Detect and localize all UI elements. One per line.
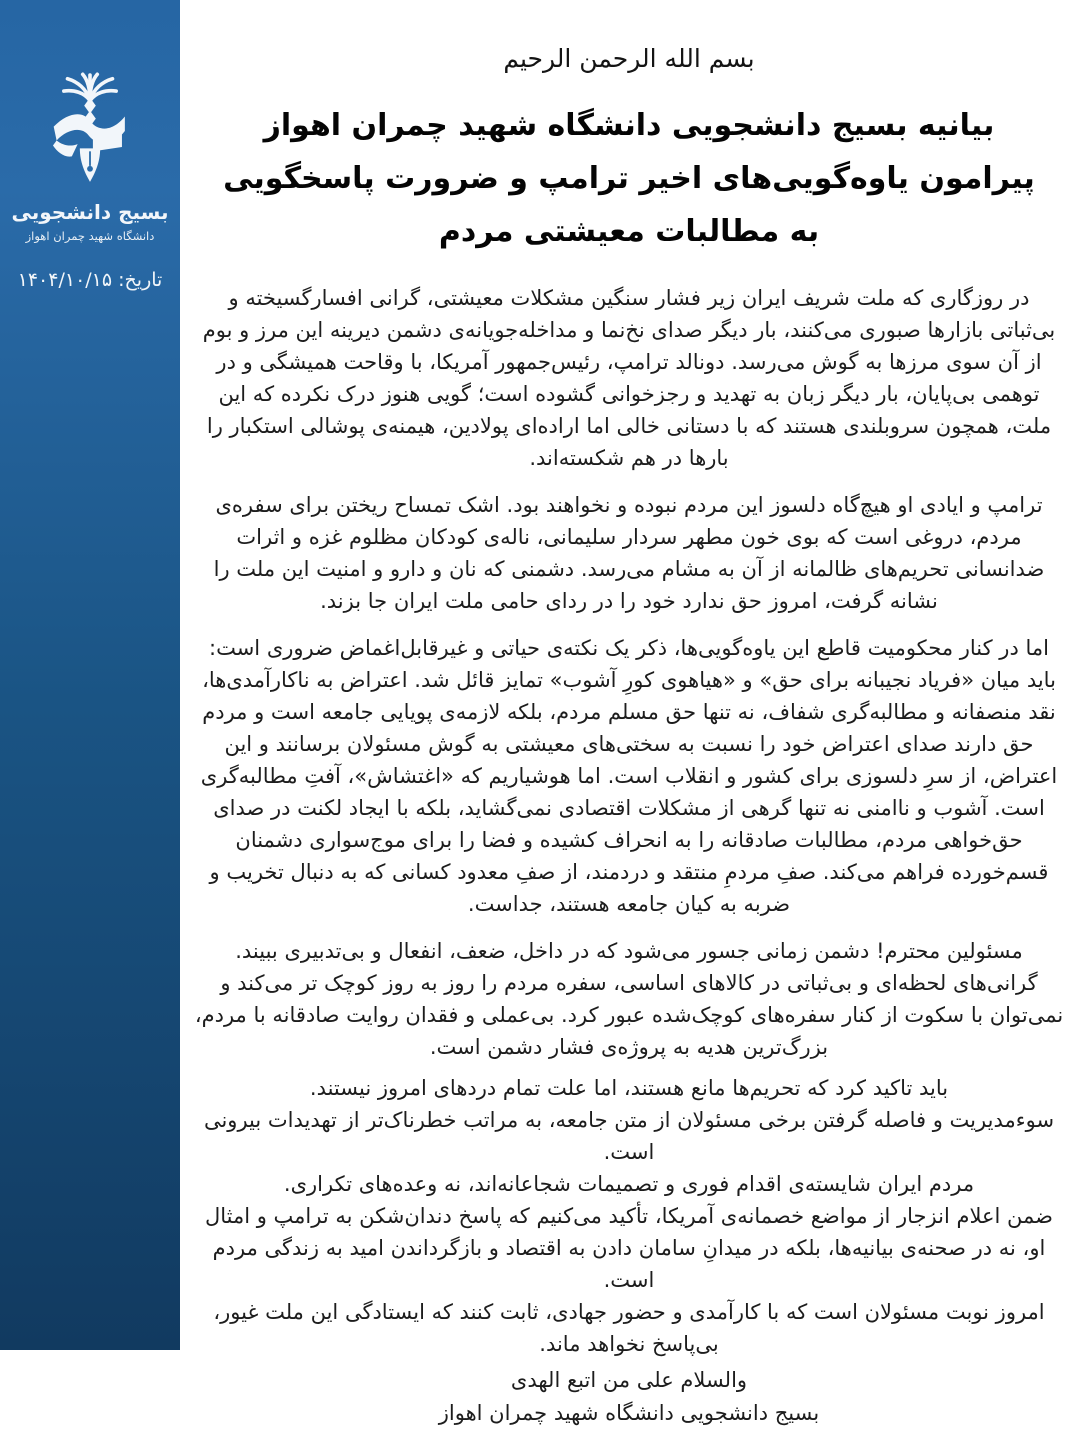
student-basij-emblem-icon bbox=[31, 70, 149, 192]
body-paragraph: باید تاکید کرد که تحریم‌ها مانع هستند، اما علت تمام دردهای امروز نیستند. bbox=[309, 1076, 949, 1100]
bismillah: بسم الله الرحمن الرحیم bbox=[503, 44, 755, 73]
org-name: بسیج دانشجویی bbox=[11, 200, 169, 224]
body-paragraph: مردم ایران شایسته‌ی اقدام فوری و تصمیمات شجاعانه‌اند، نه وعده‌های تکراری. bbox=[283, 1172, 975, 1196]
statement-title: بیانیه بسیج دانشجویی دانشگاه شهید چمران اهواز پیرامون یاوه‌گویی‌های اخیر ترامپ و ضرورت پاسخگویی به مطالبات معیشتی مردم bbox=[223, 108, 1035, 249]
date-label: تاریخ: ۱۴۰۴/۱۰/۱۵ bbox=[17, 269, 163, 291]
sidebar bbox=[0, 0, 180, 1350]
body-paragraph: ضمن اعلام انزجار از مواضع خصمانه‌ی آمریکا، تأکید می‌کنیم که پاسخ دندان‌شکن به ترامپ و امثال او، نه در صحنه‌ی بیانیه‌ها، بلکه در میدانِ سامان دادن به اقتصاد و بازگرداندن امید به زندگی مردم است. bbox=[204, 1204, 1053, 1292]
body-paragraph: در روزگاری که ملت شریف ایران زیر فشار سنگین مشکلات معیشتی، گرانی افسارگسیخته و بی‌ثباتی بازارها صبوری می‌کنند، بار دیگر صدای نخ‌نما و مداخله‌جویانه‌ی دشمن دیرینه این مرز و بوم از آن سوی مرزها به گوش می‌رسد. دونالد ترامپ، رئیس‌جمهور آمریکا، با وقاحت همیشگی و در توهمی بی‌پایان، بار دیگر زبان به تهدید و رجزخوانی گشوده است؛ گویی هنوز درک نکرده که این ملت، همچون سروبلندی هستند که با دستانی خالی اما اراده‌ای پولادین، هیمنه‌ی پوشالی استکبار را بارها در هم شکسته‌اند. bbox=[202, 286, 1056, 470]
org-subtitle: دانشگاه شهید چمران اهواز bbox=[25, 229, 155, 243]
body-paragraph: اما در کنار محکومیت قاطع این یاوه‌گویی‌ها، ذکر یک نکته‌ی حیاتی و غیرقابل‌اغماض ضروری است: باید میان «فریاد نجیبانه برای حق» و «هیاهوی کورِ آشوب» تمایز قائل شد. اعتراض به ناکارآمدی‌ها، نقد منصفانه و مطالبه‌گری شفاف، نه تنها حق مسلم مردم، بلکه لازمه‌ی پویایی جامعه است و مردم حق دارند صدای اعتراض خود را نسبت به سختی‌های معیشتی به گوش مسئولان برسانند و این اعتراض، از سرِ دلسوزی برای کشور و انقلاب است. اما هوشیاریم که «اغتشاش»، آفتِ مطالبه‌گری است. آشوب و ناامنی نه تنها گرهی از مشکلات اقتصادی نمی‌گشاید، بلکه با ایجاد لکنت در صدای حق‌خواهی مردم، مطالبات صادقانه را به انحراف کشیده و فضا را برای موج‌سواری دشمنان قسم‌خورده فراهم می‌کند. صفِ مردمِ منتقد و دردمند، از صفِ معدود کسانی که به دنبال تخریب و ضربه به کیان جامعه هستند، جداست. bbox=[200, 636, 1058, 916]
statement-body bbox=[180, 0, 1080, 1425]
paragraphs bbox=[194, 282, 1064, 1360]
signature-block bbox=[194, 1364, 1064, 1430]
body-paragraph: مسئولین محترم! دشمن زمانی جسور می‌شود که در داخل، ضعف، انفعال و بی‌تدبیری ببیند. گرانی‌های لحظه‌ای و بی‌ثباتی در کالاهای اساسی، سفره مردم را روز به روز کوچک تر می‌کند و نمی‌توان با سکوت از کنار سفره‌های کوچک‌شده عبور کرد. بی‌عملی و فقدان روایت صادقانه با مردم، بزرگ‌ترین هدیه به پروژه‌ی فشار دشمن است. bbox=[194, 939, 1064, 1059]
body-paragraph: امروز نوبت مسئولان است که با کارآمدی و حضور جهادی، ثابت کنند که ایستادگی این ملت غیور، بی‌پاسخ نخواهد ماند. bbox=[213, 1300, 1045, 1356]
signature-org: بسیج دانشجویی دانشگاه شهید چمران اهواز bbox=[438, 1401, 820, 1425]
body-paragraph: سوءمدیریت و فاصله گرفتن برخی مسئولان از متن جامعه، به مراتب خطرناک‌تر از تهدیدات بیرونی است. bbox=[203, 1108, 1055, 1164]
signature-salutation: والسلام علی من اتبع الهدی bbox=[510, 1368, 748, 1392]
body-paragraph: ترامپ و ایادی او هیچ‌گاه دلسوز این مردم نبوده و نخواهند بود. اشک تمساح ریختن برای سفره‌ی مردم، دروغی است که بوی خون مطهر سردار سلیمانی، ناله‌ی کودکان مظلوم غزه و اثرات ضدانسانی تحریم‌های ظالمانه از آن به مشام می‌رسد. دشمنی که نان و دارو و امنیت این ملت را نشانه گرفت، امروز حق ندارد خود را در ردای حامی ملت ایران جا بزند. bbox=[213, 493, 1045, 613]
